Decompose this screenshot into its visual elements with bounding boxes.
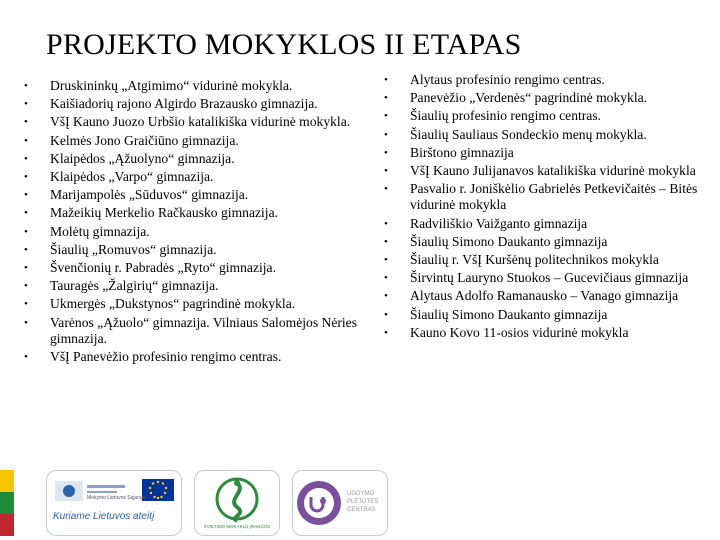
green-logo-text: ŠVIETIMO MOKYKLŲ ĮRANGOS: [203, 524, 271, 529]
school-list-right: [410, 72, 715, 343]
list-item: • Klaipėdos „Ąžuolyno“ gimnazija.: [50, 151, 370, 167]
list-item: • Pasvalio r. Joniškėlio Gabrielės Petkevičaitės – Bitės vidurinė mokykla: [410, 181, 715, 213]
list-item: • Kelmės Jono Graičiūno gimnazija.: [50, 133, 370, 149]
upc-logo: [292, 470, 388, 536]
esf-small-text: Mokymo Lietuvos Sąjunga: [87, 495, 146, 501]
list-item: • VšĮ Kauno Juozo Urbšio katalikiška vidurinė mokykla.: [50, 114, 370, 130]
list-item: • Radviliškio Vaižganto gimnazija: [410, 216, 715, 232]
list-item: • Šiaulių r. VšĮ Kuršėnų politechnikos mokykla: [410, 252, 715, 268]
upc-text-line3: CENTRAS: [347, 507, 376, 513]
list-item: • Mažeikių Merkelio Račkausko gimnazija.: [50, 205, 370, 221]
list-item: • Šiaulių Sauliaus Sondeckio menų mokykla.: [410, 127, 715, 143]
list-item: • Klaipėdos „Varpo“ gimnazija.: [50, 169, 370, 185]
green-ornament-logo: [194, 470, 280, 536]
upc-text-line1: UGDYMO: [347, 491, 374, 497]
list-item: • Marijampolės „Sūduvos“ gimnazija.: [50, 187, 370, 203]
lithuanian-flag-bar: [0, 470, 14, 536]
page-title: PROJEKTO MOKYKLOS II ETAPAS: [46, 28, 522, 61]
list-item: • Tauragės „Žalgirių“ gimnazija.: [50, 278, 370, 294]
esf-slogan: Kuriame Lietuvos ateitį: [53, 511, 155, 522]
list-item: • VšĮ Panevėžio profesinio rengimo centras.: [50, 349, 370, 365]
list-item: • Alytaus Adolfo Ramanausko – Vanago gimnazija: [410, 288, 715, 304]
list-item: • Šiaulių profesinio rengimo centras.: [410, 108, 715, 124]
list-item: • Varėnos „Ąžuolo“ gimnazija. Vilniaus Salomėjos Nėries gimnazija.: [50, 315, 370, 347]
list-item: • VšĮ Kauno Julijanavos katalikiška vidurinė mokykla: [410, 163, 715, 179]
esf-eu-logo: [46, 470, 182, 536]
list-item: • Birštono gimnazija: [410, 145, 715, 161]
school-list-left: [50, 78, 370, 367]
list-item: • Švenčionių r. Pabradės „Ryto“ gimnazija.: [50, 260, 370, 276]
list-item: • Alytaus profesinio rengimo centras.: [410, 72, 715, 88]
upc-text-line2: PLĖTOTĖS: [347, 499, 379, 505]
list-item: • Kaišiadorių rajono Algirdo Brazausko gimnazija.: [50, 96, 370, 112]
list-item: • Širvintų Lauryno Stuokos – Gucevičiaus gimnazija: [410, 270, 715, 286]
list-item: • Šiaulių Simono Daukanto gimnazija: [410, 307, 715, 323]
list-item: • Druskininkų „Atgimimo“ vidurinė mokykla.: [50, 78, 370, 94]
list-item: • Šiaulių „Romuvos“ gimnazija.: [50, 242, 370, 258]
list-item: • Kauno Kovo 11-osios vidurinė mokykla: [410, 325, 715, 341]
list-item: • Šiaulių Simono Daukanto gimnazija: [410, 234, 715, 250]
list-item: • Panevėžio „Verdenės“ pagrindinė mokykla.: [410, 90, 715, 106]
list-item: • Ukmergės „Dukstynos“ pagrindinė mokykla.: [50, 296, 370, 312]
esf-logo-graphic: [47, 471, 181, 535]
list-item: • Molėtų gimnazija.: [50, 224, 370, 240]
